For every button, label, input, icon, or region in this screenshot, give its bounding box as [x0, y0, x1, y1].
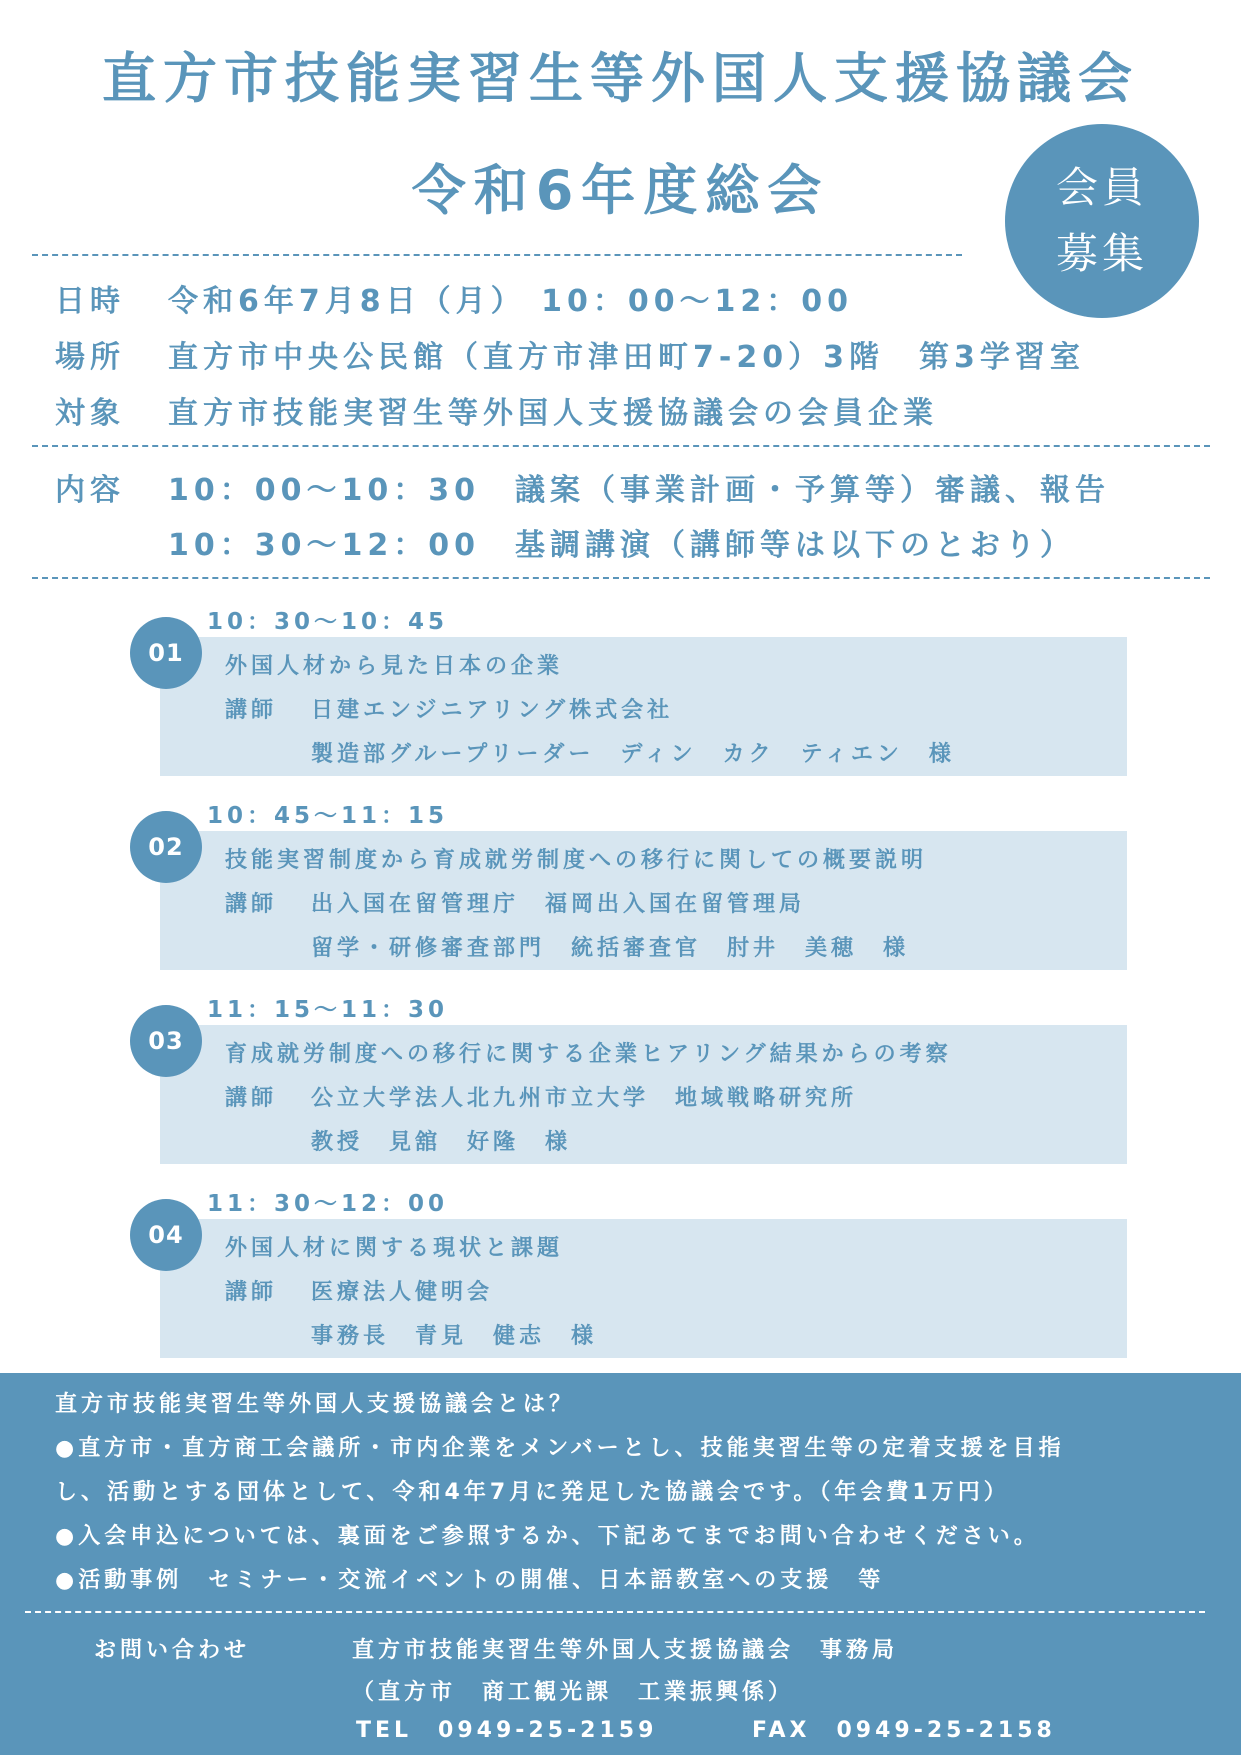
session-topic: 技能実習制度から育成就労制度への移行に関しての概要説明	[225, 848, 928, 873]
session-time: 10：45～11：15	[207, 803, 449, 829]
speaker-line1: 日建エンジニアリング株式会社	[311, 698, 674, 723]
session-topic: 外国人材から見た日本の企業	[225, 654, 564, 679]
speaker-line1: 医療法人健明会	[311, 1280, 494, 1305]
session-number: 02	[130, 811, 202, 883]
about-paragraph-3: ●活動事例 セミナー・交流イベントの開催、日本語教室への支援 等	[55, 1568, 885, 1593]
place-value: 直方市中央公民館（直方市津田町7-20）3階 第3学習室	[168, 340, 1085, 375]
speaker-row	[225, 887, 805, 918]
about-paragraph-2: ●入会申込については、裏面をご参照するか、下記あてまでお問い合わせください。	[55, 1524, 1040, 1549]
session-number: 01	[130, 617, 202, 689]
place-label: 場所	[55, 340, 125, 375]
speaker-label: 講師	[225, 1280, 278, 1305]
contact-department: （直方市 商工観光課 工業振興係）	[352, 1680, 795, 1705]
contact-organization: 直方市技能実習生等外国人支援協議会 事務局	[352, 1638, 899, 1663]
about-paragraph-1-line2: し、活動とする団体として、令和4年7月に発足した協議会です。（年会費1万円）	[55, 1480, 1010, 1505]
speaker-label: 講師	[225, 698, 278, 723]
datetime-value: 令和6年7月8日（月） 10：00～12：00	[168, 284, 854, 319]
content-line2: 10：30～12：00 基調講演（講師等は以下のとおり）	[168, 528, 1075, 563]
badge-line1: 会員	[1055, 163, 1148, 212]
about-paragraph-1-line1: ●直方市・直方商工会議所・市内企業をメンバーとし、技能実習生等の定着支援を目指	[55, 1436, 1065, 1461]
member-recruitment-badge	[1005, 124, 1199, 318]
about-heading: 直方市技能実習生等外国人支援協議会とは？	[55, 1392, 576, 1417]
footer-divider	[25, 1611, 1205, 1613]
speaker-line2: 留学・研修審査部門 統括審査官 肘井 美穂 様	[311, 936, 910, 961]
speaker-label: 講師	[225, 892, 278, 917]
divider	[32, 445, 1210, 447]
speaker-row	[225, 1275, 493, 1306]
datetime-label: 日時	[55, 284, 125, 319]
content-row-1	[55, 465, 1110, 509]
datetime-row	[55, 276, 853, 320]
speaker-line2: 製造部グループリーダー ディン カク ティエン 様	[311, 742, 955, 767]
session-topic: 育成就労制度への移行に関する企業ヒアリング結果からの考察	[225, 1042, 952, 1067]
page-subtitle: 令和6年度総会	[411, 159, 830, 222]
content-line1: 10：00～10：30 議案（事業計画・予算等）審議、報告	[168, 473, 1110, 508]
speaker-label: 講師	[225, 1086, 278, 1111]
target-row	[55, 388, 938, 432]
session-topic: 外国人材に関する現状と課題	[225, 1236, 564, 1261]
speaker-line1: 公立大学法人北九州市立大学 地域戦略研究所	[311, 1086, 858, 1111]
divider	[32, 254, 962, 256]
target-value: 直方市技能実習生等外国人支援協議会の会員企業	[168, 396, 938, 431]
page-title: 直方市技能実習生等外国人支援協議会	[102, 47, 1139, 110]
speaker-line1: 出入国在留管理庁 福岡出入国在留管理局	[311, 892, 806, 917]
session-time: 11：15～11：30	[207, 997, 449, 1023]
content-label: 内容	[55, 473, 125, 508]
speaker-row	[225, 693, 673, 724]
session-number: 04	[130, 1199, 202, 1271]
contact-label: お問い合わせ	[94, 1638, 251, 1663]
contact-fax: FAX 0949-25-2158	[752, 1718, 1056, 1743]
speaker-line2: 教授 見舘 好隆 様	[311, 1130, 572, 1155]
session-time: 11：30～12：00	[207, 1191, 449, 1217]
target-label: 対象	[55, 396, 125, 431]
place-row	[55, 332, 1085, 376]
speaker-line2: 事務長 青見 健志 様	[311, 1324, 598, 1349]
contact-tel: TEL 0949-25-2159	[356, 1718, 658, 1743]
badge-line2: 募集	[1055, 229, 1148, 278]
divider	[32, 577, 1210, 579]
speaker-row	[225, 1081, 857, 1112]
session-time: 10：30～10：45	[207, 609, 449, 635]
session-number: 03	[130, 1005, 202, 1077]
